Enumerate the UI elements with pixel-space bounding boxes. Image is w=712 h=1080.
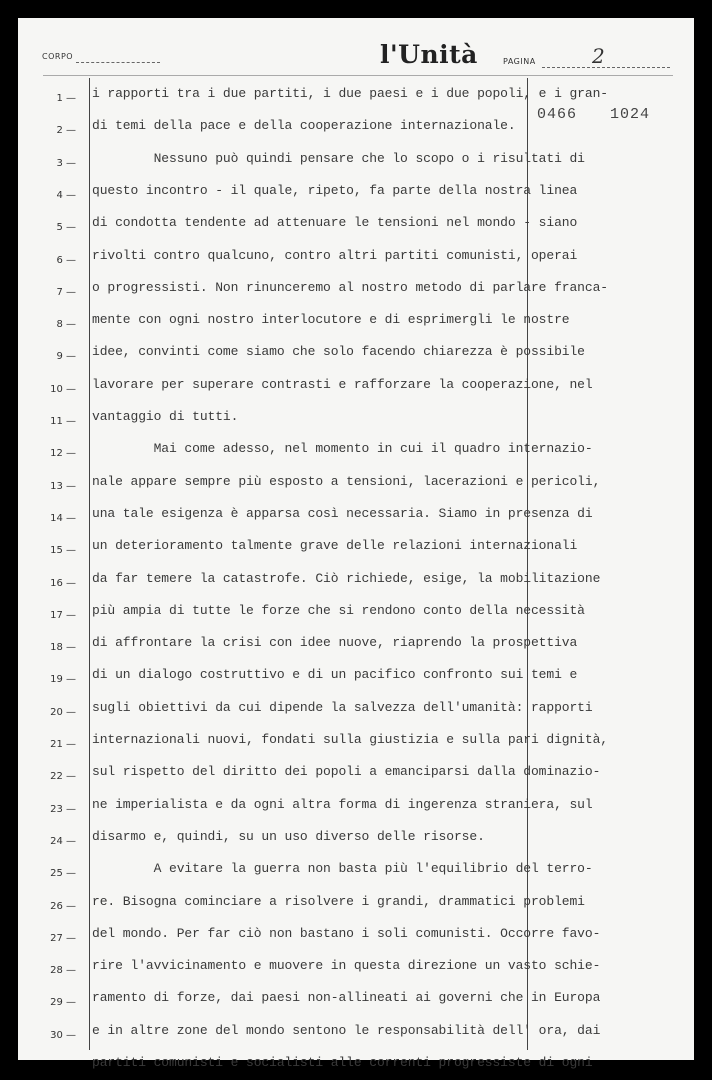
text-line: disarmo e, quindi, su un uso diverso delle risorse. bbox=[92, 828, 485, 844]
text-line: di un dialogo costruttivo e di un pacifico confronto sui temi e bbox=[92, 667, 578, 683]
line-number: 24 — bbox=[50, 835, 76, 847]
text-line: sugli obiettivi da cui dipende la salvezza dell'umanità: rapporti bbox=[92, 699, 593, 715]
line-number: 2 — bbox=[56, 125, 76, 137]
pagina-label: PAGINA bbox=[503, 57, 536, 66]
left-margin-rule bbox=[89, 78, 90, 1050]
line-number: 28 — bbox=[50, 965, 76, 977]
text-line: Nessuno può quindi pensare che lo scopo o i risultati di bbox=[92, 150, 585, 166]
line-number: 9 — bbox=[56, 351, 76, 363]
text-line: rire l'avvicinamento e muovere in questa direzione un vasto schie- bbox=[92, 958, 601, 974]
text-line: di affrontare la crisi con idee nuove, riaprendo la prospettiva bbox=[92, 635, 578, 651]
text-line: una tale esigenza è apparsa così necessaria. Siamo in presenza di bbox=[92, 505, 593, 521]
line-number: 11 — bbox=[50, 416, 76, 427]
line-number: 15 — bbox=[50, 545, 76, 557]
text-line: lavorare per superare contrasti e rafforzare la cooperazione, nel bbox=[92, 376, 593, 392]
line-number: 20 — bbox=[50, 706, 76, 718]
line-number: 30 — bbox=[50, 1029, 76, 1041]
line-number: 21 — bbox=[50, 739, 76, 750]
line-number: 1 — bbox=[56, 93, 76, 104]
text-line: rivolti contro qualcuno, contro altri partiti comunisti, operai bbox=[92, 247, 578, 263]
text-line: ramento di forze, dai paesi non-allineati ai governi che in Europa bbox=[92, 990, 601, 1006]
line-number: 26 — bbox=[50, 900, 76, 912]
line-number: 14 — bbox=[50, 512, 76, 524]
archive-stamp-right: 1024 bbox=[610, 106, 651, 123]
line-number: 17 — bbox=[50, 609, 76, 621]
line-number: 5 — bbox=[56, 222, 76, 234]
line-number: 12 — bbox=[50, 448, 76, 460]
text-line: questo incontro - il quale, ripeto, fa parte della nostra linea bbox=[92, 182, 578, 198]
text-line: i rapporti tra i due partiti, i due paesi e i due popoli, e i gran- bbox=[92, 86, 608, 101]
line-number: 13 — bbox=[50, 480, 76, 492]
text-line: re. Bisogna cominciare a risolvere i grandi, drammatici problemi bbox=[92, 893, 585, 909]
line-number: 22 — bbox=[50, 771, 76, 783]
line-number: 4 — bbox=[56, 189, 76, 201]
text-line: Mai come adesso, nel momento in cui il quadro internazio- bbox=[92, 441, 593, 457]
text-line: e in altre zone del mondo sentono le responsabilità dell' ora, dai bbox=[92, 1022, 601, 1038]
corpo-field-line bbox=[76, 62, 160, 63]
text-line: partiti comunisti e socialisti alle correnti progressiste di ogni bbox=[92, 1055, 593, 1070]
corpo-label: CORPO bbox=[42, 52, 74, 61]
text-line: più ampia di tutte le forze che si rendono conto della necessità bbox=[92, 602, 585, 618]
text-line: nale appare sempre più esposto a tensioni, lacerazioni e pericoli, bbox=[92, 473, 601, 489]
text-line: mente con ogni nostro interlocutore e di esprimergli le nostre bbox=[92, 312, 570, 328]
masthead-logo: l'Unità bbox=[380, 40, 478, 69]
text-line: di condotta tendente ad attenuare le tensioni nel mondo - siano bbox=[92, 215, 578, 231]
pagina-field-line bbox=[542, 67, 670, 68]
text-line: di temi della pace e della cooperazione internazionale. bbox=[92, 118, 516, 134]
line-number: 25 — bbox=[50, 868, 76, 880]
text-line: o progressisti. Non rinunceremo al nostro metodo di parlare franca- bbox=[92, 279, 608, 295]
text-line: vantaggio di tutti. bbox=[92, 409, 239, 424]
text-line: internazionali nuovi, fondati sulla giustizia e sulla pari dignità, bbox=[92, 732, 608, 747]
text-line: da far temere la catastrofe. Ciò richiede, esige, la mobilitazione bbox=[92, 570, 601, 586]
text-line: idee, convinti come siamo che solo facendo chiarezza è possibile bbox=[92, 344, 585, 360]
line-number: 7 — bbox=[56, 286, 76, 298]
line-number: 23 — bbox=[50, 803, 76, 815]
line-number: 6 — bbox=[56, 254, 76, 266]
text-line: A evitare la guerra non basta più l'equilibrio del terro- bbox=[92, 861, 593, 877]
text-line: ne imperialista e da ogni altra forma di ingerenza straniera, sul bbox=[92, 796, 593, 812]
line-number: 19 — bbox=[50, 674, 76, 686]
line-number: 27 — bbox=[50, 932, 76, 944]
header-rule bbox=[43, 75, 673, 76]
line-number: 16 — bbox=[50, 577, 76, 589]
pagina-value: 2 bbox=[592, 44, 605, 68]
line-number: 29 — bbox=[50, 997, 76, 1009]
text-line: sul rispetto del diritto dei popoli a emanciparsi dalla dominazio- bbox=[92, 764, 601, 780]
line-number: 18 — bbox=[50, 642, 76, 654]
line-number: 10 — bbox=[50, 383, 76, 395]
archive-stamp-left: 0466 bbox=[537, 106, 578, 123]
line-number: 8 — bbox=[56, 319, 76, 331]
text-line: un deterioramento talmente grave delle relazioni internazionali bbox=[92, 538, 578, 554]
text-line: del mondo. Per far ciò non bastano i soli comunisti. Occorre favo- bbox=[92, 925, 601, 941]
line-number: 3 — bbox=[56, 157, 76, 169]
